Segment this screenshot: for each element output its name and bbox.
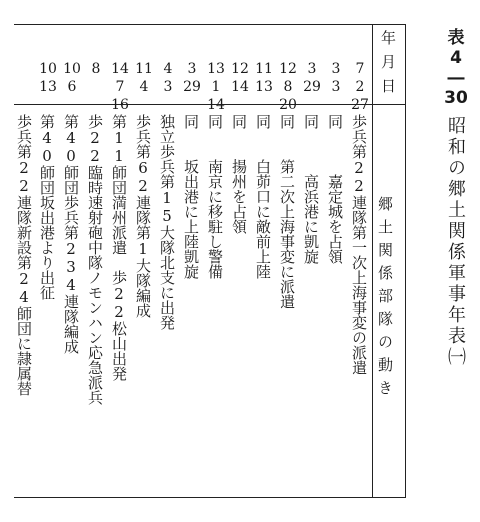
date-cell: 13 1 14 [207, 61, 225, 113]
title-id-char: 4 [450, 48, 462, 68]
event-cell: 同 坂出港に上陸凱旋 [182, 114, 200, 279]
date-cell: 10 13 [39, 61, 57, 95]
title-id-char: 30 [444, 88, 468, 108]
event-cell: 第40師団坂出港より出征 [38, 114, 56, 300]
event-cell: 同 高浜港に凱旋 [302, 114, 320, 264]
top-rule [14, 24, 406, 25]
title-id-char: 表 [447, 28, 465, 48]
date-cell: 3 29 [303, 61, 321, 95]
header-day: 日 [379, 78, 397, 93]
title-id [443, 28, 469, 108]
date-cell: 7 2 27 [351, 61, 369, 113]
event-cell: 同 揚州を占領 [230, 114, 248, 234]
date-cell: 10 6 [63, 61, 81, 95]
header-month: 月 [379, 54, 397, 69]
date-cell: 14 7 16 [111, 61, 129, 113]
right-border [405, 24, 406, 498]
date-cell: 8 [91, 61, 101, 77]
date-cell: 3 3 [331, 61, 341, 95]
event-cell: 歩兵第62連隊第1大隊編成 [134, 114, 152, 318]
table-title: 昭和の郷土関係軍事年表㈠ [445, 116, 466, 368]
date-cell: 3 29 [183, 61, 201, 95]
event-cell: 歩兵第22連隊第一次上海事変の派遣 [350, 114, 368, 375]
event-cell: 独立歩兵第15大隊北支に出発 [158, 114, 176, 330]
date-cell: 12 8 20 [279, 61, 297, 113]
header-year: 年 [379, 30, 397, 45]
event-cell: 同 第二次上海事変に派遣 [278, 114, 296, 309]
chronology-table [14, 24, 406, 498]
event-cell: 第11師団満州派遣 歩22松山出発 [110, 114, 128, 381]
event-cell: 同 南京に移駐し警備 [206, 114, 224, 279]
event-cell: 歩22臨時速射砲中隊ノモンハン応急派兵 [86, 114, 104, 405]
event-cell: 歩兵第22連隊新設第24師団に隷属替 [15, 114, 33, 396]
date-cell: 11 13 [255, 61, 273, 95]
date-cell: 11 4 [135, 61, 153, 95]
bottom-rule [14, 497, 406, 498]
title-id-char: ― [447, 68, 465, 88]
event-cell: 同 白茆口に敵前上陸 [254, 114, 272, 279]
event-cell: 第40師団歩兵第234連隊編成 [62, 114, 80, 354]
date-cell: 4 3 [163, 61, 173, 95]
date-cell: 12 14 [231, 61, 249, 95]
event-cell: 同 嘉定城を占領 [326, 114, 344, 264]
subtitle: 郷土関係部隊の動き [376, 196, 394, 403]
